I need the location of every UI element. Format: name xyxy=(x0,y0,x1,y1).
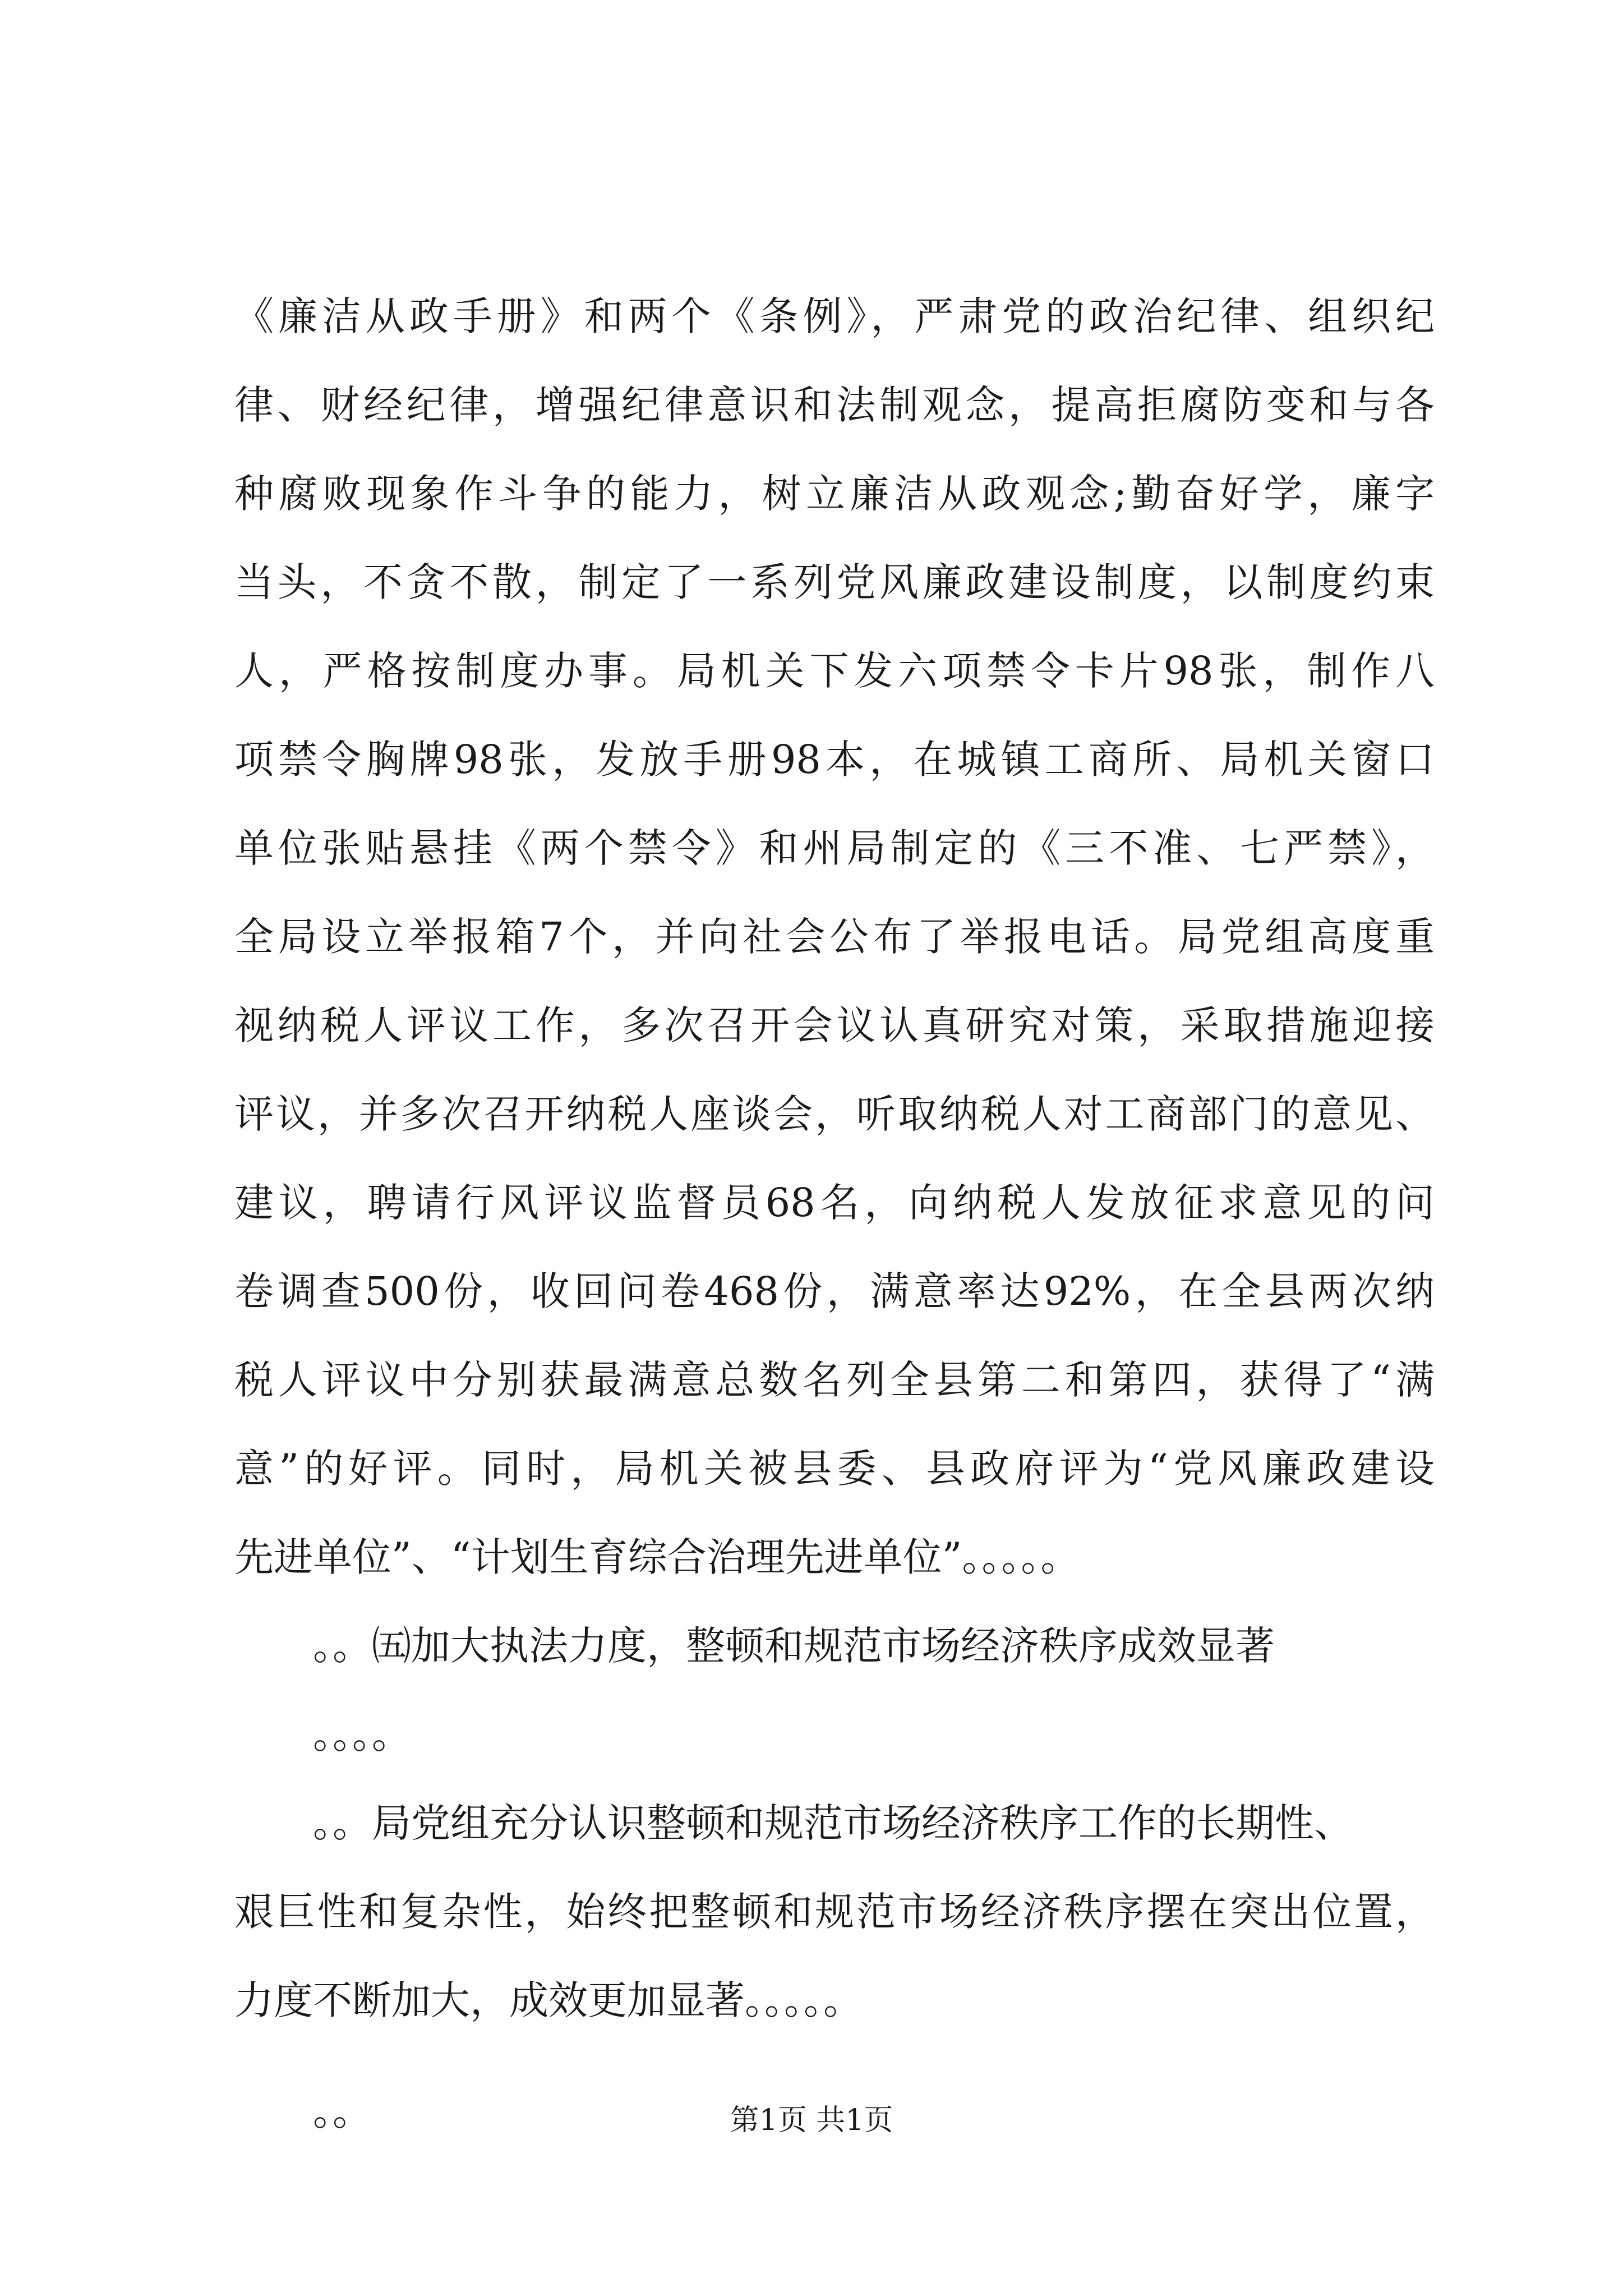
text-line: 意”的好评。同时，局机关被县委、县政府评为“党风廉政建设 xyxy=(234,1446,1435,1492)
text-line: 。。 xyxy=(313,2088,372,2134)
text-line: 当头，不贪不散，制定了一系列党风廉政建设制度，以制度约束 xyxy=(234,559,1435,605)
page-footer xyxy=(0,2101,1623,2140)
text-line: 卷调查500份，收回问卷468份，满意率达92%，在全县两次纳 xyxy=(234,1268,1435,1314)
text-line: 律、财经纪律，增强纪律意识和法制观念，提高拒腐防变和与各 xyxy=(234,382,1435,428)
text-line: 税人评议中分别获最满意总数名列全县第二和第四，获得了“满 xyxy=(234,1357,1435,1403)
text-line: 。。局党组充分认识整顿和规范市场经济秩序工作的长期性、 xyxy=(313,1800,1353,1846)
text-line: 力度不断加大，成效更加显著。。。。。 xyxy=(234,1977,863,2023)
text-line: 。。。。 xyxy=(313,1711,411,1757)
text-line: 先进单位”、“计划生育综合治理先进单位”。。。。。 xyxy=(234,1534,1080,1580)
body-text xyxy=(234,288,1435,2172)
text-line: 评议，并多次召开纳税人座谈会，听取纳税人对工商部门的意见、 xyxy=(234,1091,1435,1137)
text-line: 单位张贴悬挂《两个禁令》和州局制定的《三不准、七严禁》， xyxy=(234,825,1435,871)
text-line: 《廉洁从政手册》和两个《条例》，严肃党的政治纪律、组织纪 xyxy=(234,293,1435,339)
page-number: 第1页 共1页 xyxy=(730,2104,893,2137)
section-heading: 。。㈤加大执法力度，整顿和规范市场经济秩序成效显著 xyxy=(313,1623,1275,1669)
text-line: 全局设立举报箱7个，并向社会公布了举报电话。局党组高度重 xyxy=(234,914,1435,960)
text-line: 种腐败现象作斗争的能力，树立廉洁从政观念;勤奋好学，廉字 xyxy=(234,471,1435,517)
text-line: 人，严格按制度办事。局机关下发六项禁令卡片98张，制作八 xyxy=(234,648,1435,694)
text-line: 建议，聘请行风评议监督员68名，向纳税人发放征求意见的问 xyxy=(234,1180,1435,1226)
text-line: 视纳税人评议工作，多次召开会议认真研究对策，采取措施迎接 xyxy=(234,1002,1435,1048)
text-line: 艰巨性和复杂性，始终把整顿和规范市场经济秩序摆在突出位置， xyxy=(234,1889,1435,1935)
text-line: 项禁令胸牌98张，发放手册98本，在城镇工商所、局机关窗口 xyxy=(234,737,1435,783)
